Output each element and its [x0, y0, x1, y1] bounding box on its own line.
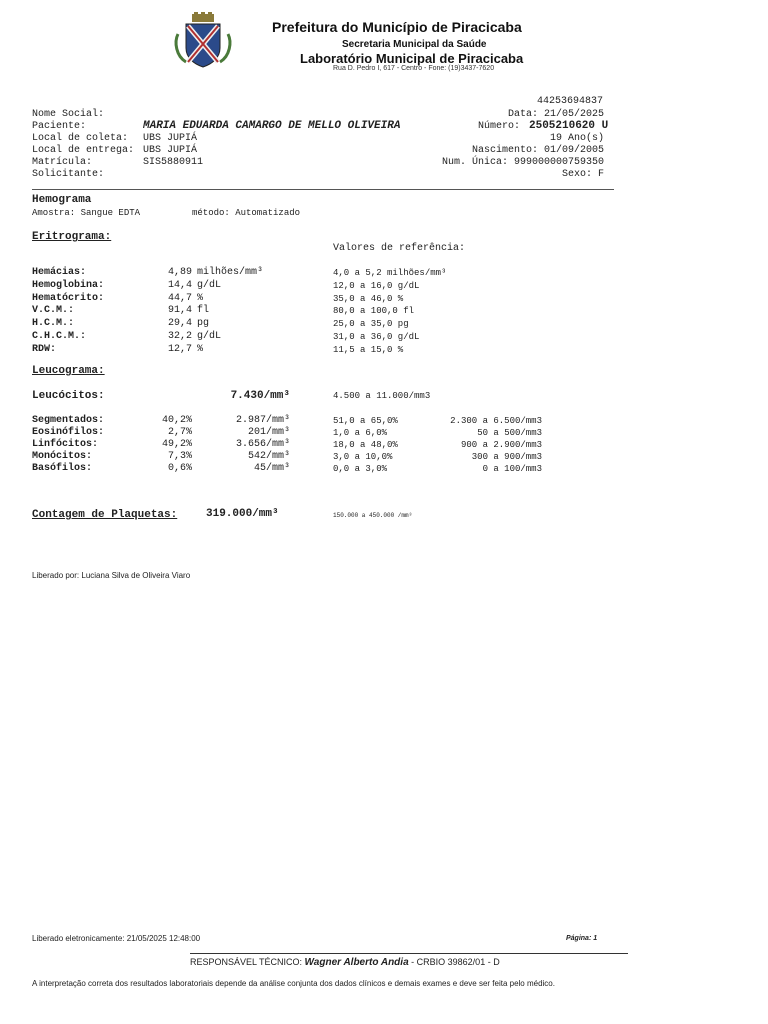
eritro-value: 14,4	[167, 279, 192, 291]
leucograma-title: Leucograma:	[32, 365, 105, 377]
eritro-name: H.C.M.:	[32, 318, 75, 330]
eritro-value: 32,2	[167, 331, 192, 342]
eritro-unit: fl	[197, 305, 210, 317]
numero-label: Número:	[478, 121, 521, 132]
report-date: Data: 21/05/2025	[508, 109, 605, 120]
leuco-abs: 542/mm³	[247, 451, 290, 462]
metodo: método: Automatizado	[192, 208, 301, 218]
leuco-ref-abs: 2.300 a 6.500/mm3	[450, 416, 542, 426]
solicitante-label: Solicitante:	[32, 169, 105, 180]
coleta-label: Local de coleta:	[32, 133, 129, 144]
patient-code: 44253694837	[537, 96, 604, 107]
leuco-abs: 2.987/mm³	[235, 415, 290, 426]
header-address: Rua D. Pedro I, 617 - Centro - Fone: (19)3437-7620	[333, 65, 495, 72]
sexo: Sexo: F	[561, 169, 604, 180]
header-secretaria: Secretaria Municipal da Saúde	[342, 39, 487, 50]
eritro-ref: 11,5 a 15,0 %	[333, 344, 404, 355]
liberado-por: Liberado por: Luciana Silva de Oliveira Viaro	[32, 571, 191, 580]
leuco-name: Basófilos:	[32, 463, 93, 474]
entrega-value: UBS JUPIÁ	[143, 145, 198, 156]
leuco-abs: 201/mm³	[247, 427, 290, 438]
plaquetas-ref: 150.000 a 450.000 /mm³	[333, 512, 413, 519]
leuco-pct: 40,2%	[161, 415, 192, 426]
eritro-value: 44,7	[167, 292, 192, 304]
leuco-name: Segmentados:	[32, 415, 105, 426]
eritro-unit: pg	[197, 318, 210, 330]
leuco-name: Eosinófilos:	[32, 427, 105, 438]
header-laboratorio: Laboratório Municipal de Piracicaba	[300, 51, 524, 66]
eritro-name: C.H.C.M.:	[32, 331, 87, 342]
matricula-label: Matrícula:	[32, 157, 93, 168]
eritro-unit: milhões/mm³	[197, 267, 264, 278]
leuco-pct: 0,6%	[167, 463, 192, 474]
leuco-ref-pct: 3,0 a 10,0%	[333, 452, 393, 462]
leuco-ref-pct: 51,0 a 65,0%	[333, 416, 398, 426]
leuco-ref-pct: 0,0 a 3,0%	[333, 464, 388, 474]
patient-label: Paciente:	[32, 121, 87, 132]
leuco-pct: 2,7%	[167, 427, 192, 438]
eritro-name: RDW:	[32, 343, 57, 355]
eritro-name: Hematócrito:	[32, 292, 105, 304]
amostra: Amostra: Sangue EDTA	[32, 208, 141, 218]
eritro-ref: 25,0 a 35,0 pg	[333, 319, 409, 330]
responsavel-tecnico	[190, 957, 500, 968]
leuco-ref-pct: 18,0 a 48,0%	[333, 440, 398, 450]
eritro-value: 4,89	[167, 267, 192, 278]
leuco-ref-abs: 300 a 900/mm3	[471, 452, 542, 462]
eritro-ref: 4,0 a 5,2 milhões/mm³	[333, 268, 447, 278]
eritro-value: 29,4	[167, 318, 192, 330]
liberado-eletronicamente: Liberado eletronicamente: 21/05/2025 12:48:00	[32, 934, 201, 943]
eritro-unit: g/dL	[197, 331, 222, 342]
municipal-crest-logo	[170, 12, 236, 72]
eritro-unit: %	[197, 292, 204, 304]
plaquetas-value: 319.000/mm³	[206, 508, 279, 520]
numero-value: 2505210620 U	[529, 120, 609, 132]
leucocitos-value: 7.430/mm³	[230, 390, 290, 402]
disclaimer: A interpretação correta dos resultados laboratoriais depende da análise conjunta dos dados clínicos e demais exames e deve ser feita pelo médico.	[32, 979, 555, 988]
leuco-abs: 45/mm³	[253, 463, 290, 474]
eritrograma-title: Eritrograma:	[32, 231, 112, 243]
coleta-value: UBS JUPIÁ	[143, 133, 198, 144]
eritro-value: 91,4	[167, 305, 192, 317]
footer-divider	[190, 953, 628, 954]
eritro-unit: g/dL	[197, 279, 222, 291]
leuco-pct: 7,3%	[167, 451, 192, 462]
nascimento: Nascimento: 01/09/2005	[471, 145, 604, 156]
responsavel-name: Wagner Alberto Andia	[304, 957, 409, 968]
leuco-ref-abs: 0 a 100/mm3	[482, 464, 542, 474]
num-unica: Num. Única: 999000000759350	[441, 157, 604, 168]
eritro-name: V.C.M.:	[32, 305, 75, 317]
patient-name: MARIA EDUARDA CAMARGO DE MELLO OLIVEIRA	[143, 120, 401, 132]
eritro-name: Hemoglobina:	[32, 279, 105, 291]
leuco-ref-abs: 50 a 500/mm3	[477, 428, 542, 438]
eritro-ref: 80,0 a 100,0 fl	[333, 306, 415, 317]
matricula-value: SIS5880911	[143, 157, 204, 168]
header-title: Prefeitura do Município de Piracicaba	[272, 19, 522, 35]
leuco-ref-pct: 1,0 a 6,0%	[333, 428, 388, 438]
entrega-label: Local de entrega:	[32, 145, 135, 156]
eritro-name: Hemácias:	[32, 267, 87, 278]
responsavel-crbio: - CRBIO 39862/01 - D	[411, 957, 500, 967]
leucocitos-ref: 4.500 a 11.000/mm3	[333, 391, 431, 401]
leuco-name: Monócitos:	[32, 451, 93, 462]
exam-title: Hemograma	[32, 194, 92, 206]
eritro-ref: 35,0 a 46,0 %	[333, 293, 404, 304]
leucocitos-label: Leucócitos:	[32, 390, 105, 402]
nome-social-label: Nome Social:	[32, 109, 105, 120]
page-number: Página: 1	[566, 935, 598, 942]
header-divider	[32, 189, 614, 190]
eritro-ref: 12,0 a 16,0 g/dL	[333, 280, 420, 291]
responsavel-label: RESPONSÁVEL TÉCNICO:	[190, 957, 303, 967]
eritro-ref: 31,0 a 36,0 g/dL	[333, 332, 420, 342]
reference-title: Valores de referência:	[333, 243, 466, 254]
leuco-abs: 3.656/mm³	[235, 439, 290, 450]
leuco-ref-abs: 900 a 2.900/mm3	[460, 440, 542, 450]
leuco-pct: 49,2%	[161, 439, 192, 450]
eritro-value: 12,7	[167, 343, 192, 355]
plaquetas-label: Contagem de Plaquetas:	[32, 509, 178, 521]
eritro-unit: %	[197, 343, 204, 355]
patient-age: 19 Ano(s)	[549, 133, 604, 144]
leuco-name: Linfócitos:	[32, 439, 99, 450]
